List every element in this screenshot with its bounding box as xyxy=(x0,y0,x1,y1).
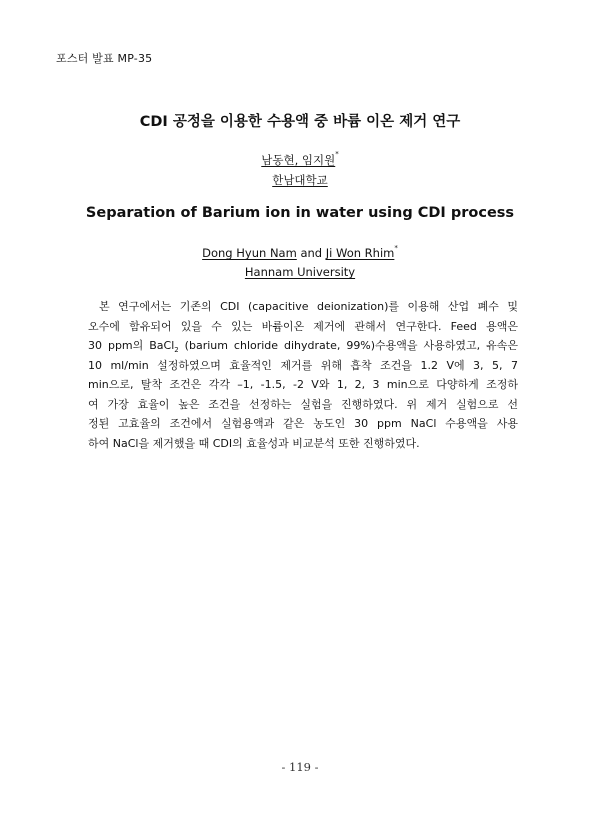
english-title: Separation of Barium ion in water using CDI process xyxy=(85,205,515,221)
abstract-text: (barium chloride dihydrate, 99%)수용액을 사용하였고, 유속은 xyxy=(178,339,518,352)
korean-affiliation: 한남대학교 xyxy=(272,173,328,187)
english-author-2: Ji Won Rhim xyxy=(325,246,395,260)
korean-affiliation-line xyxy=(0,172,600,188)
abstract-line: 여 가장 효율이 높은 조건을 선정하는 실험을 진행하였다. 위 제거 실험으로 선 xyxy=(88,397,518,411)
abstract-line xyxy=(88,336,518,356)
abstract-line: 하여 NaCl을 제거했을 때 CDI의 효율성과 비교분석 또한 진행하였다. xyxy=(88,436,420,450)
abstract-text: 30 ppm의 BaCl xyxy=(88,339,175,352)
abstract-line: min으로, 탈착 조건은 각각 –1, -1.5, -2 V와 1, 2, 3 min으로 다양하게 조정하 xyxy=(88,378,518,391)
corresponding-author-mark: * xyxy=(335,150,339,158)
english-authors-line xyxy=(0,246,600,260)
author-conjunction: and xyxy=(296,246,326,260)
abstract-line: 10 ml/min 설정하였으며 효율적인 제거를 위해 흡착 조건을 1.2 V에 3, 5, 7 xyxy=(88,358,518,372)
subscript: 2 xyxy=(174,346,179,354)
korean-authors: 남동현, 임지원 xyxy=(261,153,336,167)
english-affiliation-line xyxy=(0,265,600,279)
abstract-body xyxy=(88,297,518,453)
abstract-line: 오수에 함유되어 있을 수 있는 바륨이온 제거에 관해서 연구한다. Feed 용액은 xyxy=(88,319,518,333)
english-corresponding-author-mark: * xyxy=(394,244,398,252)
abstract-line: 본 연구에서는 기존의 CDI (capacitive deionization)를 이용해 산업 폐수 및 xyxy=(99,300,518,313)
korean-authors-line xyxy=(0,152,600,168)
korean-title: CDI 공정을 이용한 수용액 중 바륨 이온 제거 연구 xyxy=(139,114,461,130)
english-author-1: Dong Hyun Nam xyxy=(202,246,297,260)
page-number: - 119 - xyxy=(281,760,319,774)
english-affiliation: Hannam University xyxy=(244,265,356,279)
session-label: 포스터 발표 MP-35 xyxy=(56,52,153,65)
abstract-line: 정된 고효율의 조건에서 실험용액과 같은 농도인 30 ppm NaCl 수용액을 사용 xyxy=(88,417,518,430)
